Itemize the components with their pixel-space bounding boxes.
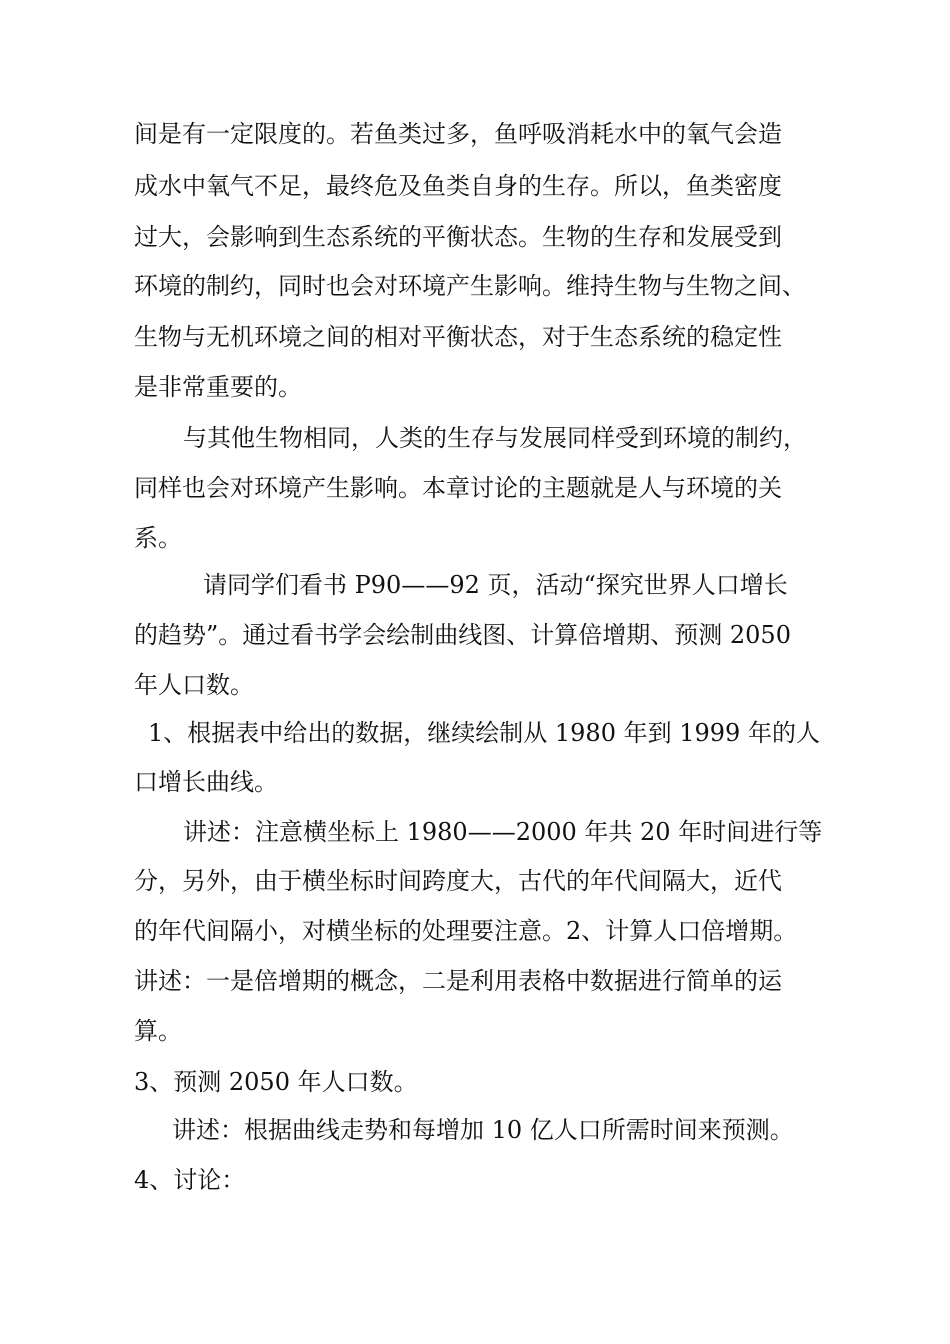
numbered-item: 4、讨论： bbox=[134, 1166, 246, 1194]
paragraph-first-line: 与其他生物相同，人类的生存与发展同样受到环境的制约， bbox=[183, 424, 807, 452]
text-line: 年人口数。 bbox=[134, 671, 254, 699]
text-line: 同样也会对环境产生影响。本章讨论的主题就是人与环境的关 bbox=[134, 474, 782, 502]
text-line: 系。 bbox=[134, 524, 182, 552]
text-line: 成水中氧气不足，最终危及鱼类自身的生存。所以，鱼类密度 bbox=[134, 172, 782, 200]
text-line: 的趋势”。通过看书学会绘制曲线图、计算倍增期、预测 2050 bbox=[134, 621, 791, 649]
paragraph-first-line: 请同学们看书 P90——92 页，活动“探究世界人口增长 bbox=[203, 571, 788, 599]
numbered-item: 3、预测 2050 年人口数。 bbox=[134, 1068, 418, 1096]
numbered-item: 1、根据表中给出的数据，继续绘制从 1980 年到 1999 年的人 bbox=[148, 719, 820, 747]
text-line: 的年代间隔小，对横坐标的处理要注意。2、计算人口倍增期。 bbox=[134, 917, 798, 945]
paragraph-first-line: 讲述：注意横坐标上 1980——2000 年共 20 年时间进行等 bbox=[183, 818, 823, 846]
text-line: 环境的制约，同时也会对环境产生影响。维持生物与生物之间、 bbox=[134, 272, 806, 300]
text-line: 算。 bbox=[134, 1017, 182, 1045]
text-line: 是非常重要的。 bbox=[134, 373, 302, 401]
text-line: 生物与无机环境之间的相对平衡状态，对于生态系统的稳定性 bbox=[134, 323, 782, 351]
text-line: 讲述：一是倍增期的概念，二是利用表格中数据进行简单的运 bbox=[134, 967, 782, 995]
text-line: 分，另外，由于横坐标时间跨度大，古代的年代间隔大，近代 bbox=[134, 867, 782, 895]
text-line: 口增长曲线。 bbox=[134, 768, 278, 796]
text-line: 间是有一定限度的。若鱼类过多，鱼呼吸消耗水中的氧气会造 bbox=[134, 120, 782, 148]
paragraph-first-line: 讲述：根据曲线走势和每增加 10 亿人口所需时间来预测。 bbox=[172, 1116, 794, 1144]
text-line: 过大，会影响到生态系统的平衡状态。生物的生存和发展受到 bbox=[134, 223, 782, 251]
